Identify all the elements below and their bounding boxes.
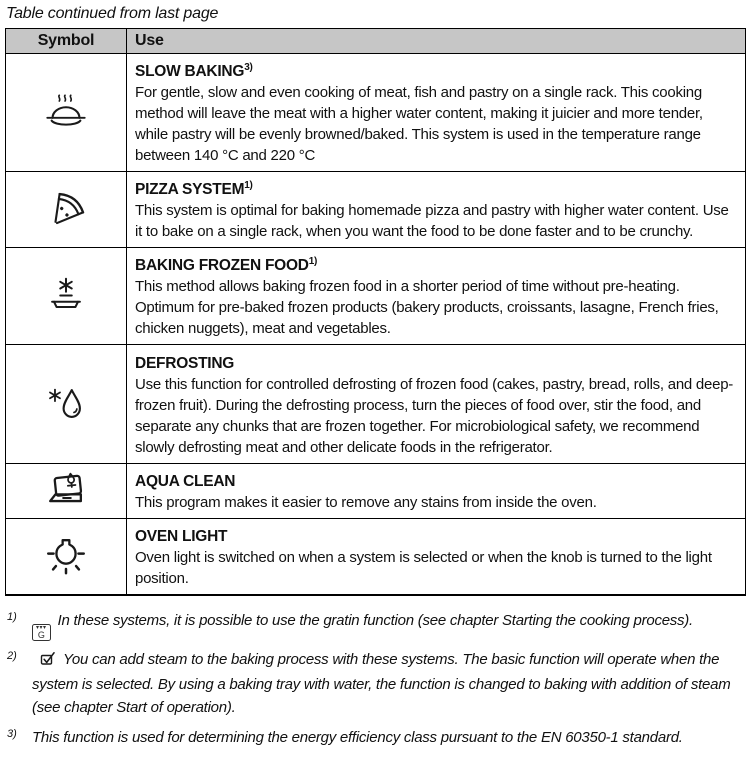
baking-frozen-food-icon (7, 273, 125, 319)
table-header-row (6, 29, 746, 54)
function-description: This method allows baking frozen food in a shorter period of time without pre-heating. Optimum for pre-baked frozen products (bakery products, croissants, lasagne, French fries, chicken nuggets), meat and vegetables. (135, 278, 719, 338)
table-row (6, 172, 746, 248)
page-title: Table continued from last page (6, 5, 219, 22)
aqua-clean-icon (7, 468, 125, 514)
table-row (6, 54, 746, 172)
footnote-ref: 1) (308, 256, 318, 268)
footnote-ref: 1) (244, 180, 253, 192)
table-row (6, 248, 746, 345)
slow-baking-icon (7, 90, 125, 136)
gratin-icon: ▾▾▾ G (32, 624, 51, 641)
function-description: Use this function for controlled defrosting of frozen food (cakes, pastry, bread, rolls, and deep-frozen fruit). During the defrosting process, turn the pieces of food over, stir the food, and separate any chunks that are frozen together. For microbiological safety, we recommend slowly defrosting meat and other delicate foods in the refrigerator. (135, 375, 734, 456)
function-description: For gentle, slow and even cooking of meat, fish and pastry on a single rack. This cooking method will leave the meat with a higher water content, making it juicier and more tender, while pastry will be evenly browned/baked. This system is used in the temperature range between 140 °C and 220 °C (135, 84, 703, 165)
pizza-icon (7, 187, 125, 233)
footnote-3 (7, 726, 747, 749)
oven-functions-table (5, 28, 746, 596)
function-title: DEFROSTING (135, 354, 235, 372)
function-title: BAKING FROZEN FOOD$^{1)}$ (135, 256, 318, 275)
defrosting-icon (7, 381, 125, 427)
column-header-symbol: Symbol (6, 29, 127, 54)
footnote-text: You can add steam to the baking process with these systems. The basic function will operate when the system is selected. By using a baking tray with water, the function is changed to baking with addition of steam (see chapter Start of operation). (32, 650, 731, 716)
footnote-marker: 1) (7, 610, 17, 623)
table-row (6, 463, 746, 518)
footnote-marker: 3) (7, 727, 17, 740)
column-header-use: Use (127, 29, 746, 54)
oven-light-icon (7, 533, 125, 579)
footnote-1 (7, 609, 747, 641)
footnote-text: In these systems, it is possible to use the gratin function (see chapter Starting the cooking process). (57, 611, 693, 629)
footnote-text: This function is used for determining the energy efficiency class pursuant to the EN 60350-1 standard. (32, 728, 683, 746)
footnote-2 (7, 648, 747, 719)
footnote-ref: 3) (244, 62, 253, 73)
footnotes (7, 609, 747, 749)
function-title: PIZZA SYSTEM$^{1)}$ (135, 180, 253, 199)
function-title: AQUA CLEAN (135, 472, 236, 490)
steam-icon (40, 650, 56, 673)
table-row (6, 345, 746, 463)
footnote-marker: 2) (7, 649, 17, 662)
function-title: SLOW BAKING$^{3)}$ (135, 62, 253, 81)
function-description: This program makes it easier to remove any stains from inside the oven. (135, 493, 597, 511)
function-description: This system is optimal for baking homemade pizza and pastry with higher water content. Use it to bake on a single rack, when you want the food to be done faster and to be crunchy. (135, 202, 729, 241)
function-title: OVEN LIGHT (135, 527, 228, 545)
function-description: Oven light is switched on when a system is selected or when the knob is turned to the light position. (135, 548, 712, 587)
table-row (6, 518, 746, 595)
